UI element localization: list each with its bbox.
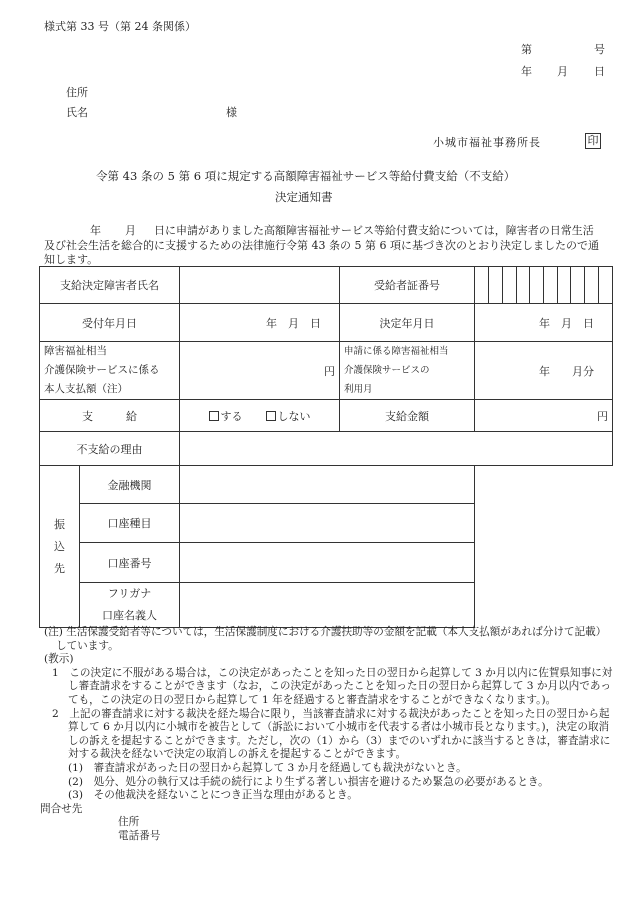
digit-box[interactable] (585, 267, 599, 303)
form-number: 様式第 33 号（第 24 条関係） (44, 20, 196, 33)
payment-amount-header: 支給金額 (340, 400, 475, 432)
transfer-destination-header: 振 込 先 (40, 466, 80, 628)
teaching-sub-2: (2) 処分、処分の執行又は手続の続行により生ずる著しい損害を避けるため緊急の必要があるとき。 (68, 775, 549, 788)
bank-value[interactable] (180, 466, 475, 504)
checkbox-yes[interactable] (209, 411, 219, 421)
contact-address-label: 住所 (118, 816, 140, 829)
decision-date-header: 決定年月日 (340, 304, 475, 342)
account-holder-header (80, 583, 180, 628)
recipient-name-value[interactable] (180, 267, 340, 304)
document-title-line1: 令第 43 条の 5 第 6 項に規定する高額障害福祉サービス等給付費支給（不支給） (96, 169, 516, 183)
receipt-date-header: 受付年月日 (40, 304, 180, 342)
intro-month: 月 (125, 224, 136, 237)
payment-header: 支 給 (40, 400, 180, 432)
cert-number-header: 受給者証番号 (340, 267, 475, 304)
digit-box[interactable] (516, 267, 530, 303)
usage-month-label-line3: 利用月 (344, 384, 373, 395)
non-payment-reason-value[interactable] (180, 432, 613, 466)
intro-paragraph (44, 224, 604, 268)
recipient-name-label: 氏名 (66, 106, 88, 119)
table-row (40, 432, 613, 466)
teaching-item-2: 2 上記の審査請求に対する裁決を経た場合に限り，当該審査請求に対する裁決があったことを知った日の翌日から起算して 6 か月以内に小城市を被告として（訴訟において小城市を代表する者は小城市長となります。)，決定の取消しの訴えを提起することができます。ただし，次の（1）から（3）までのいずれかに該当するときは，審査請求に対する裁決を経ないで決定の取消しの訴えを提起することができます。 (52, 707, 611, 761)
note-footnote: (注) 生活保護受給者等については，生活保護制度における介護扶助等の金額を記載（本人支払額があれば分けて記載）しています。 (44, 626, 607, 652)
issue-month-label: 月 (557, 65, 568, 78)
self-pay-label-line3: 本人支払額（注） (44, 383, 128, 395)
digit-box[interactable] (598, 267, 612, 303)
decision-table (39, 266, 613, 628)
furigana-label: フリガナ (107, 587, 152, 600)
decision-date-value[interactable]: 年 月 日 (475, 304, 613, 342)
table-row (40, 267, 613, 304)
table-row (40, 400, 613, 432)
payment-options (180, 400, 340, 432)
account-type-header: 口座種目 (80, 504, 180, 543)
notes-section (40, 626, 614, 844)
digit-box[interactable] (557, 267, 571, 303)
table-row (40, 304, 613, 342)
self-pay-label-line1: 障害福祉相当 (44, 345, 107, 357)
contact-phone-label: 電話番号 (118, 829, 161, 842)
teaching-item-1: 1 この決定に不服がある場合は，この決定があったことを知った日の翌日から起算して 3 か月以内に佐賀県知事に対し審査請求をすることができます（なお，この決定があったことを知った日の翌日から起算して 3 か月以内であっても，この決定の日の翌日から起算して 1 年を経過すると審査請求をすることができなくなります。)。 (52, 666, 613, 706)
checkbox-no[interactable] (266, 411, 276, 421)
recipient-address-label: 住所 (66, 86, 88, 99)
document-number-suffix: 号 (594, 43, 605, 56)
digit-box[interactable] (543, 267, 557, 303)
self-pay-header (40, 342, 180, 400)
honorific: 様 (226, 106, 237, 119)
usage-month-label-line1: 申請に係る障害福祉相当 (344, 346, 449, 357)
non-payment-reason-header: 不支給の理由 (40, 432, 180, 466)
digit-box[interactable] (571, 267, 585, 303)
transfer-blank-area (475, 466, 613, 628)
teaching-sub-1: (1) 審査請求があった日の翌日から起算して 3 か月を経過しても裁決がないとき。 (68, 761, 467, 774)
intro-text: 日に申請がありました高額障害福祉サービス等給付費支給については，障害者の日常生活及び社会生活を総合的に支援するための法律施行令第 43 条の 5 第 6 項に基づき次のとおり決定しましたので通知します。 (44, 224, 599, 266)
bank-header: 金融機関 (80, 466, 180, 504)
account-number-header: 口座番号 (80, 543, 180, 583)
payment-yes-option[interactable]: する (209, 410, 243, 423)
yen-unit: 円 (324, 364, 335, 378)
self-pay-value[interactable] (180, 342, 340, 400)
recipient-name-header: 支給決定障害者氏名 (40, 267, 180, 304)
teaching-sub-3: (3) その他裁決を経ないことにつき正当な理由があるとき。 (68, 789, 358, 802)
account-holder-label: 口座名義人 (102, 609, 157, 622)
digit-box[interactable] (489, 267, 503, 303)
document-title-line2: 決定通知書 (275, 190, 333, 204)
payment-no-option[interactable]: しない (266, 410, 311, 423)
issue-year-label: 年 (521, 65, 532, 78)
issue-day-label: 日 (594, 65, 605, 78)
contact-heading: 問合せ先 (40, 802, 83, 815)
self-pay-label-line2: 介護保険サービスに係る (44, 364, 160, 376)
table-row (40, 466, 613, 504)
digit-box[interactable] (502, 267, 516, 303)
official-seal: 印 (585, 133, 601, 149)
usage-month-label-line2: 介護保険サービスの (344, 365, 430, 376)
account-holder-value[interactable] (180, 583, 475, 628)
table-row (40, 342, 613, 400)
cert-number-value[interactable] (475, 267, 613, 304)
cert-number-digits (475, 267, 612, 303)
payment-amount-value[interactable] (475, 400, 613, 432)
digit-box[interactable] (475, 267, 489, 303)
usage-month-value[interactable]: 年 月分 (475, 342, 613, 400)
digit-box[interactable] (530, 267, 544, 303)
intro-year: 年 (90, 224, 101, 237)
issuer-name: 小城市福祉事務所長 (433, 136, 541, 149)
account-type-value[interactable] (180, 504, 475, 543)
receipt-date-value[interactable]: 年 月 日 (180, 304, 340, 342)
teaching-heading: (教示) (44, 653, 74, 666)
yen-unit: 円 (597, 409, 608, 423)
document-number-prefix: 第 (521, 43, 532, 56)
account-number-value[interactable] (180, 543, 475, 583)
usage-month-header (340, 342, 475, 400)
